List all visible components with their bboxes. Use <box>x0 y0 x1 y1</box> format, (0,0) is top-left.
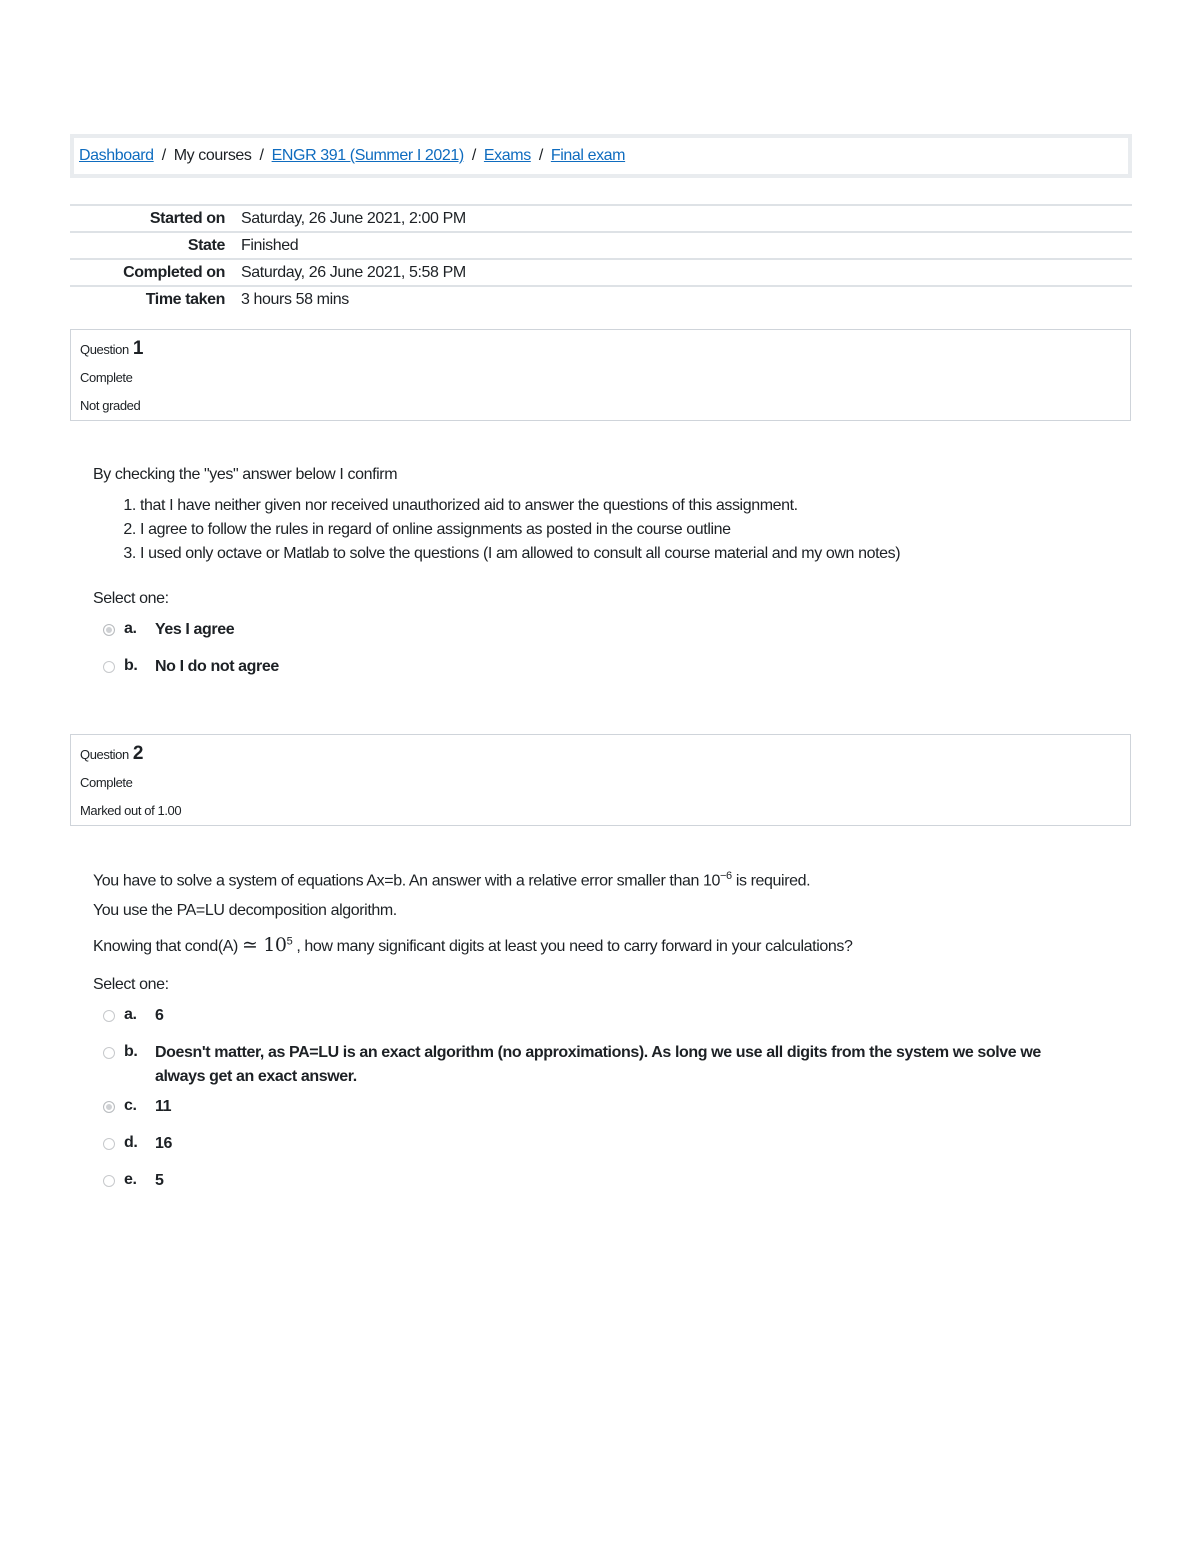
question-1-content <box>70 466 1132 686</box>
answer-option-a[interactable] <box>93 620 1132 649</box>
answer-letter: b. <box>124 1043 138 1060</box>
answer-option-e[interactable] <box>93 1171 1132 1200</box>
breadcrumb-final-exam-link[interactable]: Final exam <box>550 147 626 164</box>
question-number-value: 2 <box>132 743 144 764</box>
breadcrumb-separator: / <box>259 147 264 164</box>
answer-option-b[interactable] <box>93 1043 1132 1089</box>
summary-label: Time taken <box>145 291 225 308</box>
radio-button[interactable] <box>103 1138 115 1150</box>
summary-label: Started on <box>149 209 225 227</box>
radio-button[interactable] <box>103 1010 115 1022</box>
answer-letter: a. <box>124 620 137 637</box>
question-line-3-text: Knowing that cond(A) <box>93 938 243 955</box>
question-label: Question <box>80 342 129 357</box>
radio-button[interactable] <box>103 661 115 673</box>
answer-option-a[interactable] <box>93 1006 1132 1035</box>
radio-button[interactable] <box>103 1047 115 1059</box>
answer-letter: e. <box>124 1171 137 1188</box>
answer-option-b[interactable] <box>93 657 1132 686</box>
radio-button[interactable] <box>103 1175 115 1187</box>
question-grade: Not graded <box>80 398 141 413</box>
summary-row-started <box>70 205 1132 232</box>
exponent: 5 <box>286 935 293 948</box>
answer-text: Yes I agree <box>155 621 235 638</box>
summary-row-state <box>70 232 1132 259</box>
breadcrumb-exams-link[interactable]: Exams <box>483 147 531 164</box>
attempt-summary-table <box>70 204 1132 313</box>
answer-text: Doesn't matter, as PA=LU is an exact algorithm (no approximations). As long we use all digits from the system we solve we always get an exact answer. <box>155 1044 1041 1085</box>
question-status: Complete <box>80 775 133 790</box>
question-intro: By checking the "yes" answer below I confirm <box>93 466 398 483</box>
answer-letter: d. <box>124 1134 138 1151</box>
math-expression: ≃ 10 <box>242 934 287 956</box>
list-item: 1. that I have neither given nor received unauthorized aid to answer the questions of this assignment. <box>140 494 1132 518</box>
summary-value: Finished <box>241 236 299 254</box>
answer-letter: c. <box>124 1097 137 1114</box>
answer-options <box>93 1006 1132 1200</box>
breadcrumb <box>70 134 1132 178</box>
answer-letter: b. <box>124 657 138 674</box>
breadcrumb-separator: / <box>538 147 543 164</box>
radio-button[interactable] <box>103 1101 115 1113</box>
answer-options <box>93 620 1132 686</box>
question-grade: Marked out of 1.00 <box>80 803 182 818</box>
question-label: Question <box>80 747 129 762</box>
answer-text: 16 <box>155 1135 172 1152</box>
question-line-3 <box>93 934 1132 966</box>
question-line-1-end: is required. <box>731 872 811 890</box>
question-line-1 <box>93 870 1132 902</box>
question-number <box>80 743 1121 769</box>
question-number-value: 1 <box>132 338 144 359</box>
breadcrumb-dashboard-link[interactable]: Dashboard <box>79 147 154 164</box>
confirmation-list <box>93 494 1132 566</box>
summary-label: Completed on <box>123 263 225 281</box>
question-number <box>80 338 1121 364</box>
question-text <box>93 466 1132 566</box>
answer-text: 5 <box>155 1172 164 1189</box>
question-status: Complete <box>80 370 133 385</box>
question-line-1-text: You have to solve a system of equations Ax=b. An answer with a relative error smaller than 10 <box>93 872 721 890</box>
summary-value: 3 hours 58 mins <box>241 291 349 308</box>
breadcrumb-course-link[interactable]: ENGR 391 (Summer I 2021) <box>271 147 464 164</box>
breadcrumb-my-courses: My courses <box>173 147 252 164</box>
answer-option-c[interactable] <box>93 1097 1132 1126</box>
answer-text: No I do not agree <box>155 658 279 675</box>
question-line-3-end: , how many significant digits at least you need to carry forward in your calculations? <box>292 938 853 955</box>
question-line-2: You use the PA=LU decomposition algorithm. <box>93 902 397 919</box>
answer-option-d[interactable] <box>93 1134 1132 1163</box>
quiz-review-page <box>70 134 1132 1200</box>
list-item: 2. I agree to follow the rules in regard of online assignments as posted in the course outline <box>140 518 1132 542</box>
select-one-label: Select one: <box>93 976 169 993</box>
answer-text: 11 <box>155 1098 172 1115</box>
summary-value: Saturday, 26 June 2021, 5:58 PM <box>241 263 466 281</box>
summary-row-time-taken <box>70 286 1132 313</box>
question-2-content <box>70 870 1132 1200</box>
question-1-info <box>70 329 1131 421</box>
summary-row-completed <box>70 259 1132 286</box>
list-item: 3. I used only octave or Matlab to solve the questions (I am allowed to consult all course material and my own notes) <box>140 542 1132 566</box>
question-text <box>93 870 1132 966</box>
select-one-label: Select one: <box>93 590 169 607</box>
breadcrumb-separator: / <box>161 147 166 164</box>
breadcrumb-separator: / <box>471 147 476 164</box>
question-2-info <box>70 734 1131 826</box>
summary-value: Saturday, 26 June 2021, 2:00 PM <box>241 209 466 227</box>
answer-text: 6 <box>155 1007 164 1024</box>
radio-button[interactable] <box>103 624 115 636</box>
summary-label: State <box>187 236 225 254</box>
exponent: −6 <box>720 870 732 882</box>
answer-letter: a. <box>124 1006 137 1023</box>
